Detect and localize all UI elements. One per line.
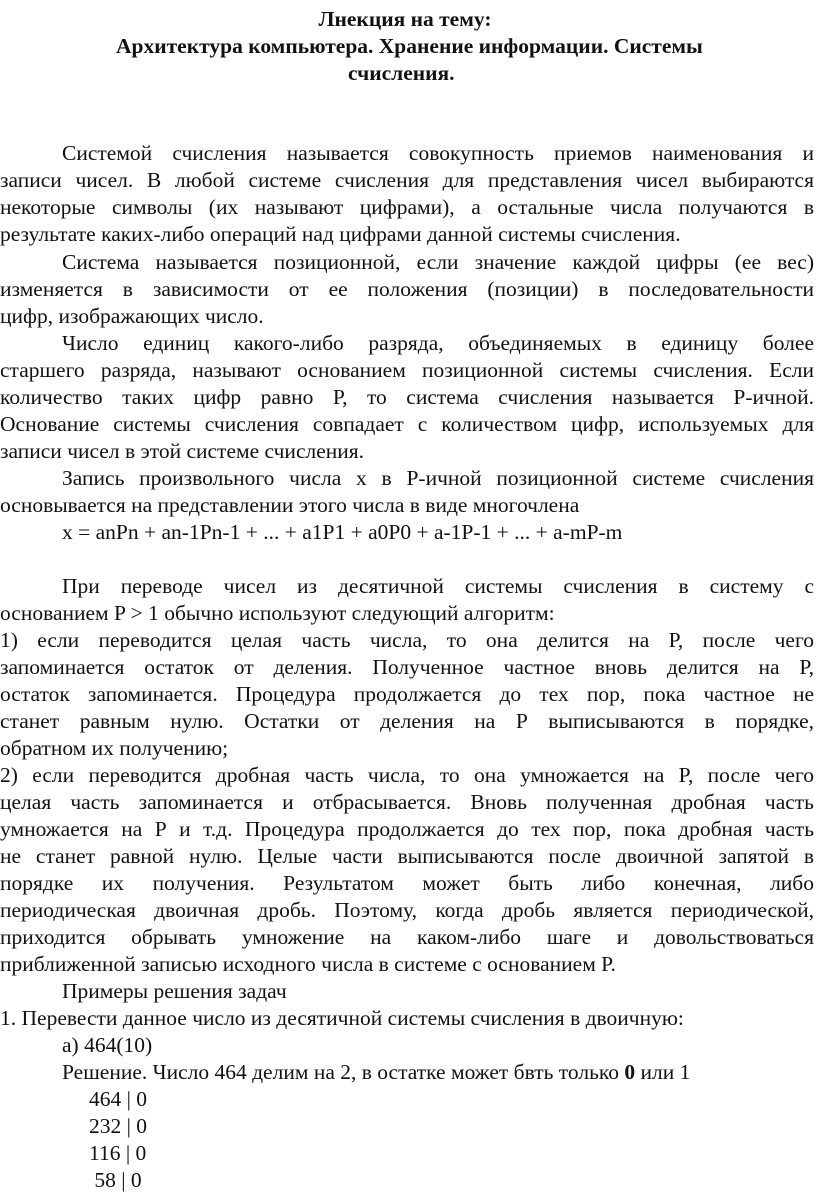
paragraph-line: порядке их получения. Результатом может быть либо конечная, либо [0,871,814,895]
examples-heading: Примеры решения задач [62,979,287,1003]
task-1: 1. Перевести данное число из десятичной системы счисления в двоичную: [0,1006,684,1030]
paragraph-line: изменяется в зависимости от ее положения (позиции) в последовательности [0,277,814,301]
paragraph-line: станет равным нулю. Остатки от деления на Р выписываются в порядке, [0,709,814,733]
paragraph-line: запоминается остаток от деления. Полученное частное вновь делится на Р, [0,655,814,679]
paragraph-line: цифр, изображающих число. [0,304,264,328]
paragraph-line: целая часть запоминается и отбрасывается. Вновь полученная дробная часть [0,790,814,814]
paragraph-line: приближенной записью исходного числа в системе с основанием Р. [0,952,616,976]
paragraph-line: Основание системы счисления совпадает с количеством цифр, используемых для [0,412,814,436]
paragraph-line: не станет равной нулю. Целые части выписываются после двоичной запятой в [0,844,814,868]
division-row: 116 | 0 [89,1141,147,1165]
paragraph-line: основывается на представлении этого числа в виде многочлена [0,493,580,517]
paragraph-line: результате каких-либо операций над цифрами данной системы счисления. [0,222,681,246]
division-row: 232 | 0 [89,1114,148,1138]
paragraph-line: некоторые символы (их называют цифрами), а остальные числа получаются в [0,195,814,219]
paragraph-line: Системой счисления называется совокупность приемов наименования и [62,141,814,165]
division-row: 58 | 0 [89,1168,142,1192]
paragraph-line: 1) если переводится целая часть числа, то она делится на Р, после чего [0,628,814,652]
paragraph-line: периодическая двоичная дробь. Поэтому, когда дробь является периодической, [0,898,814,922]
paragraph-line: записи чисел. В любой системе счисления для представления чисел выбираются [0,168,814,192]
paragraph-line: основанием P > 1 обычно используют следующий алгоритм: [0,601,555,625]
task-1a: а) 464(10) [62,1033,153,1057]
solution-line [62,1059,690,1085]
paragraph-line: приходится обрывать умножение на каком-либо шаге и довольствоваться [0,925,814,949]
paragraph-line: количество таких цифр равно Р, то система счисления называется Р-ичной. [0,385,814,409]
paragraph-line: остаток запоминается. Процедура продолжается до тех пор, пока частное не [0,682,814,706]
paragraph-line: старшего разряда, называют основанием позиционной системы счисления. Если [0,358,814,382]
lecture-title-line3: счисления. [348,61,455,85]
paragraph-line: При переводе чисел из десятичной системы счисления в систему с [62,574,814,598]
paragraph-line: 2) если переводится дробная часть числа, то она умножается на Р, после чего [0,763,814,787]
paragraph-line: умножается на Р и т.д. Процедура продолжается до тех пор, пока дробная часть [0,817,814,841]
paragraph-line: Система называется позиционной, если значение каждой цифры (ее вес) [62,250,814,274]
polynomial-formula: x = anPn + an-1Pn-1 + ... + a1P1 + a0P0 + a-1P-1 + ... + a-mP-m [62,520,623,544]
paragraph-line: обратном их получению; [0,736,229,760]
division-row: 464 | 0 [89,1087,148,1111]
solution-one: 1 [679,1060,691,1084]
lecture-title-line1: Лнекция на тему: [318,7,492,31]
paragraph-line: Запись произвольного числа x в Р-ичной позиционной системе счисления [62,466,814,490]
solution-prefix: Решение. Число 464 делим на 2, в остатке может бвть только [62,1060,625,1084]
solution-mid: или [635,1060,680,1084]
paragraph-line: Число единиц какого-либо разряда, объединяемых в единицу более [62,331,814,355]
solution-zero: 0 [624,1060,636,1084]
paragraph-line: записи чисел в этой системе счисления. [0,439,365,463]
lecture-title-line2: Архитектура компьютера. Хранение информации. Системы [116,34,703,58]
